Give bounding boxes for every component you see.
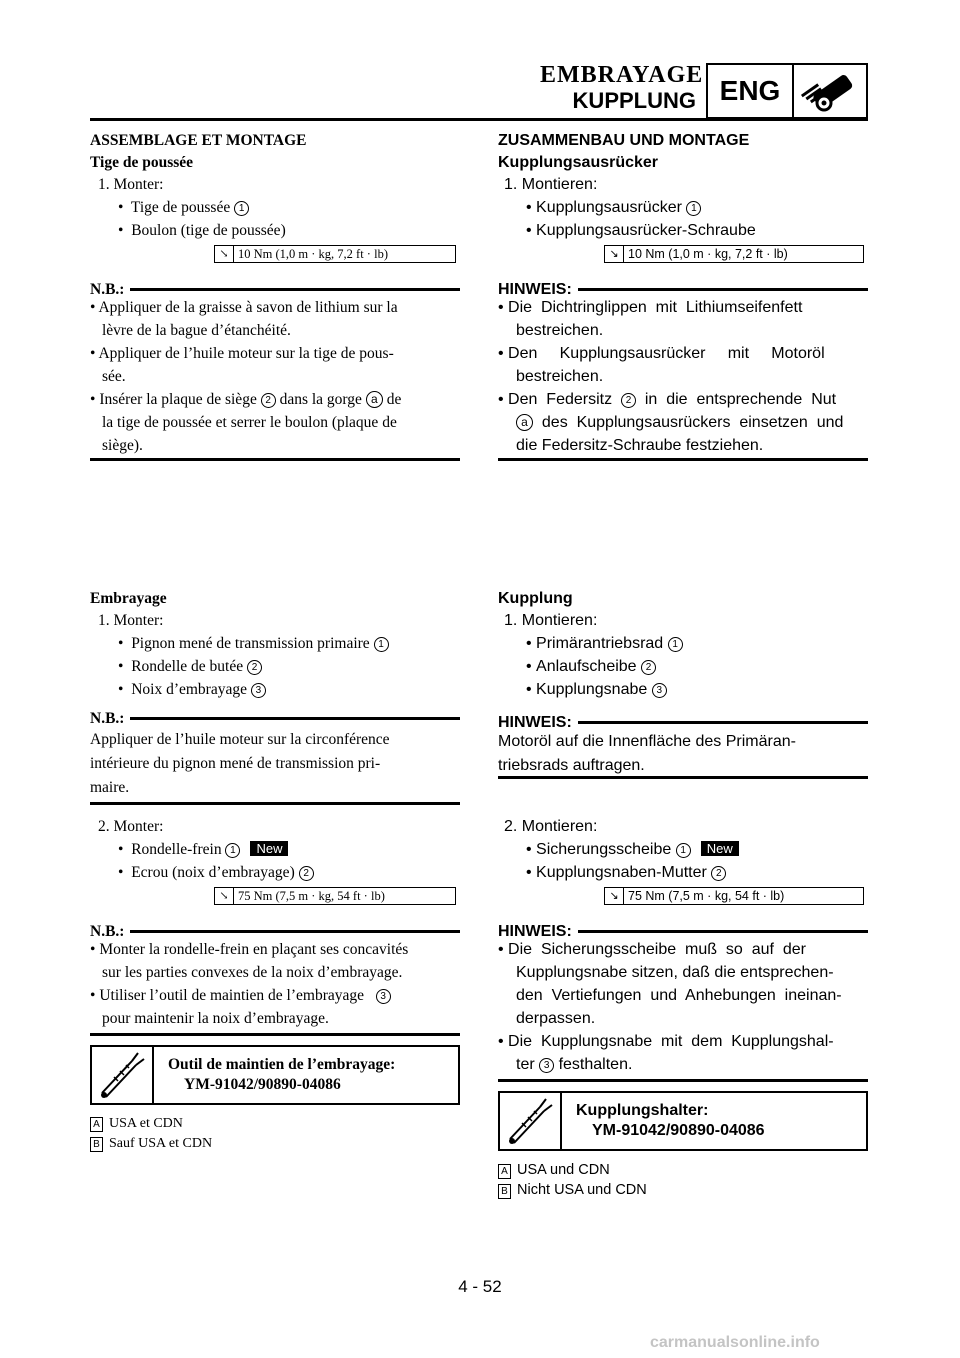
note-text: Motoröl auf die Innenfläche des Primäran- — [498, 733, 796, 750]
watermark: carmanualsonline.info — [650, 1334, 820, 1351]
list-item: • Sicherungsscheibe 1 New — [526, 839, 739, 861]
section-badge — [706, 63, 868, 119]
subsection-title: Tige de poussée — [90, 154, 194, 171]
list-item: • Rondelle de butée 2 — [118, 656, 262, 678]
note-header: N.B.: — [90, 921, 460, 943]
torque-spec: ↘ 75 Nm (7,5 m · kg, 54 ft · lb) — [604, 887, 864, 905]
note-text: pour maintenir la noix d’embrayage. — [102, 1010, 329, 1027]
wrench-icon: ↘ — [605, 888, 624, 904]
note-item: • Appliquer de l’huile moteur sur la tige de pous- — [90, 345, 394, 362]
note-header: HINWEIS: — [498, 279, 868, 301]
step-2: 2. Monter: — [98, 818, 164, 835]
footnote-a: A USA et CDN — [90, 1113, 183, 1135]
note-item: • Appliquer de la graisse à savon de lithium sur la — [90, 299, 398, 316]
section-label: ENG — [708, 65, 794, 117]
note-text: a des Kupplungsausrückers einsetzen und — [516, 412, 843, 434]
step-1: 1. Montieren: — [504, 612, 598, 629]
list-item: • Kupplungsausrücker 1 — [526, 197, 701, 219]
tool-number: YM-91042/90890-04086 — [184, 1076, 341, 1093]
note-text: la tige de poussée et serrer le boulon (plaque de — [102, 414, 397, 431]
subsection-title: Kupplungsausrücker — [498, 154, 659, 171]
chapter-title-de: KUPPLUNG — [572, 88, 696, 113]
subsection-title: Kupplung — [498, 590, 573, 607]
note-text: den Vertiefungen und Anhebungen ineinan- — [516, 987, 842, 1004]
list-item: • Noix d’embrayage 3 — [118, 679, 266, 701]
torque-spec: ↘ 10 Nm (1,0 m · kg, 7,2 ft · lb) — [214, 245, 456, 263]
step-1: 1. Montieren: — [504, 176, 598, 193]
tool-icon — [500, 1093, 562, 1149]
list-item: • Primärantriebsrad 1 — [526, 633, 683, 655]
note-header: N.B.: — [90, 708, 460, 730]
note-item: • Die Sicherungsscheibe muß so auf der — [498, 941, 806, 958]
special-tool-box — [90, 1045, 460, 1105]
wrench-icon: ↘ — [605, 246, 624, 262]
chapter-title-fr: EMBRAYAGE — [540, 62, 704, 88]
note-text: maire. — [90, 779, 130, 796]
list-item: • Kupplungsnabe 3 — [526, 679, 667, 701]
list-item: • Kupplungsausrücker-Schraube — [526, 222, 756, 239]
footnote-a: A USA und CDN — [498, 1159, 610, 1181]
note-text: sur les parties convexes de la noix d’embrayage. — [102, 964, 403, 981]
page-number: 4 - 52 — [458, 1277, 502, 1296]
tool-name: Kupplungshalter: — [576, 1102, 709, 1119]
section-title: ZUSAMMENBAU UND MONTAGE — [498, 132, 750, 149]
tool-icon — [92, 1047, 154, 1103]
new-badge: New — [250, 841, 288, 856]
list-item: • Anlaufscheibe 2 — [526, 656, 656, 678]
note-end-rule — [90, 802, 460, 805]
note-text: triebsrads auftragen. — [498, 757, 645, 774]
note-text: lèvre de la bague d’étanchéité. — [102, 322, 291, 339]
note-item: • Die Dichtringlippen mit Lithiumseifenfett — [498, 299, 803, 316]
note-text: ter 3 festhalten. — [516, 1056, 633, 1073]
new-badge: New — [701, 841, 739, 856]
note-text: bestreichen. — [516, 368, 604, 385]
list-item: • Pignon mené de transmission primaire 1 — [118, 633, 389, 655]
list-item: • Kupplungsnaben-Mutter 2 — [526, 862, 726, 884]
note-item: • Den Kupplungsausrücker mit Motoröl — [498, 345, 825, 362]
note-item: • Den Federsitz 2 in die entsprechende Nut — [498, 391, 837, 408]
note-text: Appliquer de l’huile moteur sur la circonférence — [90, 731, 390, 748]
subsection-title: Embrayage — [90, 590, 167, 607]
list-item: • Boulon (tige de poussée) — [118, 222, 286, 239]
footnote-b: B Nicht USA und CDN — [498, 1179, 647, 1201]
torque-spec: ↘ 10 Nm (1,0 m · kg, 7,2 ft · lb) — [604, 245, 864, 263]
header-rule — [90, 118, 868, 121]
wrench-icon: ↘ — [215, 246, 234, 262]
note-header: N.B.: — [90, 279, 460, 301]
tool-name: Outil de maintien de l’embrayage: — [168, 1056, 396, 1073]
wrench-icon: ↘ — [215, 888, 234, 904]
engine-icon — [794, 65, 866, 117]
torque-spec: ↘ 75 Nm (7,5 m · kg, 54 ft · lb) — [214, 887, 456, 905]
note-item: • Insérer la plaque de siège 2 dans la gorge a de — [90, 391, 402, 408]
note-end-rule — [90, 1033, 460, 1036]
tool-number: YM-91042/90890-04086 — [592, 1122, 765, 1139]
note-text: sée. — [102, 368, 126, 385]
note-header: HINWEIS: — [498, 712, 868, 734]
note-text: intérieure du pignon mené de transmission pri- — [90, 755, 381, 772]
note-end-rule — [498, 776, 868, 779]
note-header: HINWEIS: — [498, 921, 868, 943]
section-title: ASSEMBLAGE ET MONTAGE — [90, 132, 307, 149]
note-text: Kupplungsnabe sitzen, daß die entsprechen- — [516, 964, 834, 981]
footnote-b: B Sauf USA et CDN — [90, 1133, 212, 1155]
note-text: bestreichen. — [516, 322, 604, 339]
note-item: • Monter la rondelle-frein en plaçant ses concavités — [90, 941, 409, 958]
note-end-rule — [498, 1079, 868, 1082]
note-end-rule — [498, 458, 868, 461]
note-end-rule — [90, 458, 460, 461]
note-item: • Utiliser l’outil de maintien de l’embrayage 3 — [90, 985, 391, 1007]
note-text: derpassen. — [516, 1010, 596, 1027]
note-text: die Federsitz-Schraube festziehen. — [516, 437, 764, 454]
list-item: • Tige de poussée 1 — [118, 197, 249, 219]
step-1: 1. Monter: — [98, 612, 164, 629]
note-item: • Die Kupplungsnabe mit dem Kupplungshal- — [498, 1033, 834, 1050]
note-text: siège). — [102, 437, 143, 454]
list-item: • Rondelle-frein 1 New — [118, 839, 288, 861]
step-1: 1. Monter: — [98, 176, 164, 193]
special-tool-box — [498, 1091, 868, 1151]
step-2: 2. Montieren: — [504, 818, 598, 835]
list-item: • Ecrou (noix d’embrayage) 2 — [118, 862, 314, 884]
